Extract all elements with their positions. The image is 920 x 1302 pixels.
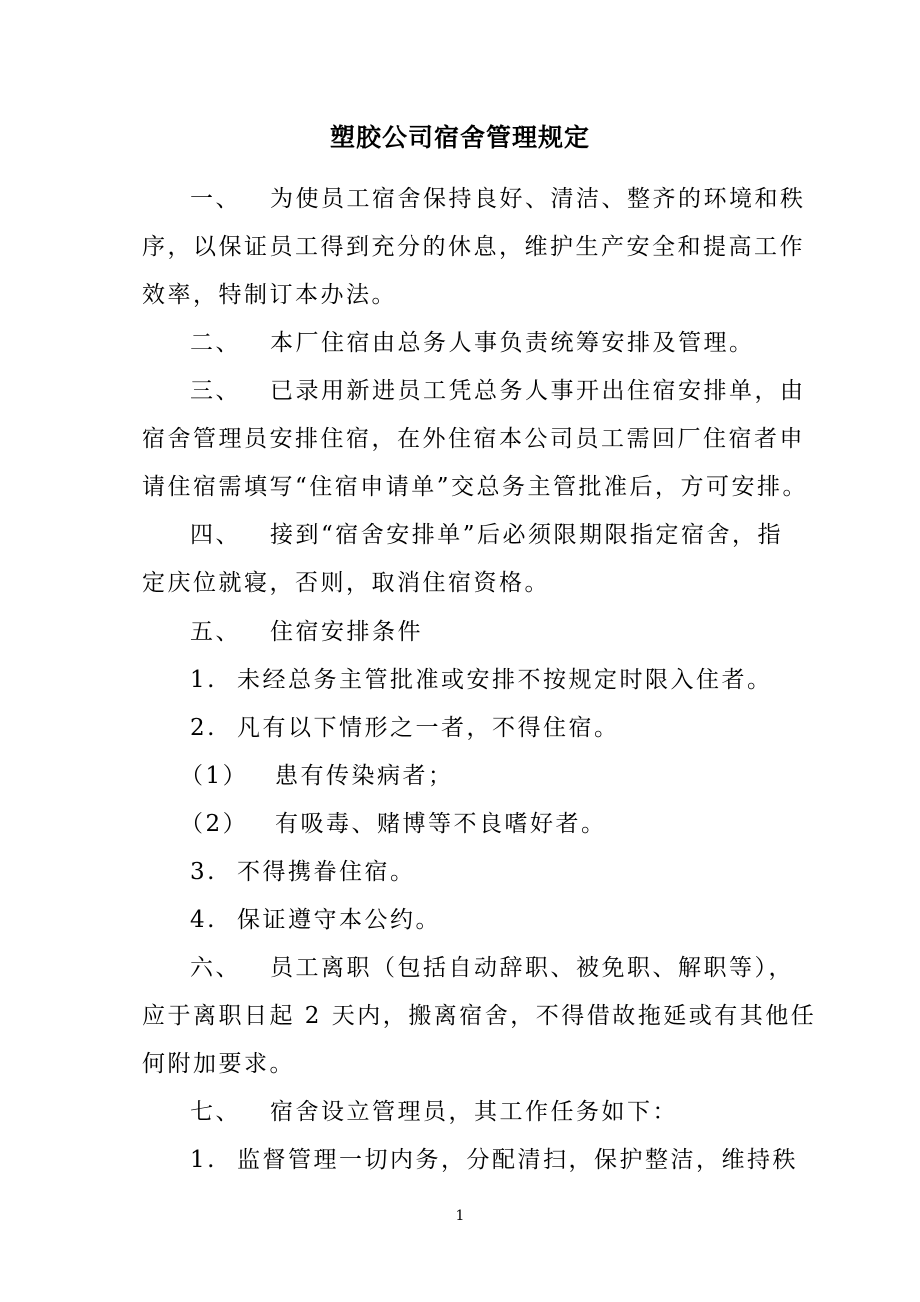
text-line: 序，以保证员工得到充分的休息，维护生产安全和提高工作 [142,234,805,260]
clause-marker: 3. [190,859,217,885]
text-line: 应于离职日起 2 天内，搬离宿舍，不得借故拖延或有其他任 [142,1003,817,1029]
clause-marker: 五、 [190,619,241,645]
text-line: 凡有以下情形之一者，不得住宿。 [237,715,620,741]
clause-marker: 1. [190,667,217,693]
text-line: 保证遵守本公约。 [237,907,441,933]
text-line: 何附加要求。 [142,1051,295,1077]
clause-marker: 4. [190,907,217,933]
clause-marker: （1） [180,763,249,789]
text-line: 宿舍设立管理员，其工作任务如下： [270,1099,678,1125]
text-line: 患有传染病者； [275,763,454,789]
clause-marker: 四、 [190,522,241,548]
page-number: 1 [455,1208,465,1224]
text-line: 监督管理一切内务，分配清扫，保护整洁，维持秩 [237,1147,798,1173]
text-line: 已录用新进员工凭总务人事开出住宿安排单，由 [270,378,806,404]
text-line: 接到“宿舍安排单”后必须限期限指定宿舍，指 [270,522,784,548]
clause-marker: 二、 [190,330,241,356]
clause-marker: （2） [180,811,249,837]
clause-marker: 1. [190,1147,217,1173]
clause-marker: 2. [190,715,217,741]
text-line: 未经总务主管批准或安排不按规定时限入住者。 [237,667,773,693]
text-line: 定庆位就寝，否则，取消住宿资格。 [142,570,550,596]
text-line: 请住宿需填写“住宿申请单”交总务主管批准后，方可安排。 [142,474,809,500]
clause-marker: 七、 [190,1099,241,1125]
text-line: 住宿安排条件 [270,619,423,645]
text-line: 本厂住宿由总务人事负责统筹安排及管理。 [270,330,755,356]
text-line: 不得携眷住宿。 [237,859,416,885]
text-line: 为使员工宿舍保持良好、清洁、整齐的环境和秩 [270,186,806,212]
clause-marker: 一、 [190,186,241,212]
clause-marker: 三、 [190,378,241,404]
document-title: 塑胶公司宿舍管理规定 [329,123,590,152]
clause-marker: 六、 [190,955,241,981]
text-line: 员工离职（包括自动辞职、被免职、解职等）， [270,955,794,981]
text-line: 效率，特制订本办法。 [142,282,397,308]
text-line: 有吸毒、赌博等不良嗜好者。 [275,811,607,837]
text-line: 宿舍管理员安排住宿，在外住宿本公司员工需回厂住宿者申 [142,426,805,452]
